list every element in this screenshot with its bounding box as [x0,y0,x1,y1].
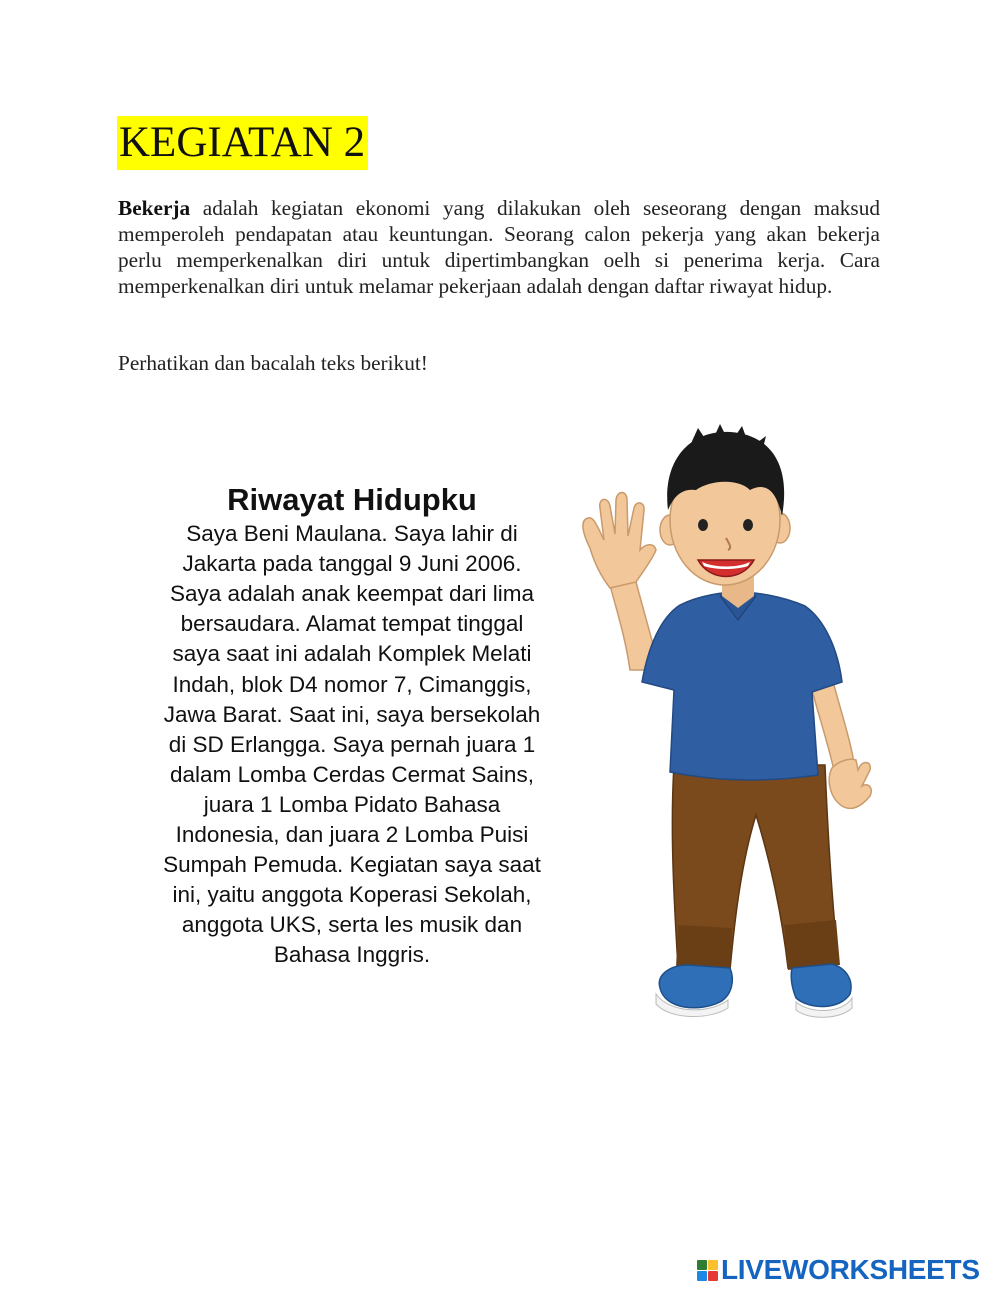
biography-title: Riwayat Hidupku [227,482,477,517]
biography-line: bersaudara. Alamat tempat tinggal [180,611,524,636]
biography-line: Saya Beni Maulana. Saya lahir di [186,521,518,546]
raised-arm [583,493,660,671]
biography-line: ini, yaitu anggota Koperasi Sekolah, [172,882,532,907]
biography-line: Bahasa Inggris. [273,942,431,967]
logo-text: LIVEWORKSHEETS [721,1254,980,1285]
head [660,424,790,585]
reading-instruction: Perhatikan dan bacalah teks berikut! [118,351,428,375]
logo-mark-icon [697,1260,718,1281]
waving-boy-illustration [570,420,890,1025]
biography-line: saya saat ini adalah Komplek Melati [172,641,532,666]
biography-line: Indah, blok D4 nomor 7, Cimanggis, [172,672,532,697]
intro-bold-word: Bekerja [118,196,191,220]
pants [672,765,840,972]
biography-line: Saya adalah anak keempat dari lima [170,581,534,606]
biography-line: Jakarta pada tanggal 9 Juni 2006. [182,551,522,576]
logo-square [697,1271,707,1281]
biography-line: di SD Erlangga. Saya pernah juara 1 [168,732,536,757]
logo-square [697,1260,707,1270]
shirt [642,592,842,780]
biography-line: Indonesia, dan juara 2 Lomba Puisi [175,822,529,847]
intro-paragraph [118,195,880,299]
liveworksheets-logo [697,1253,980,1287]
logo-square [708,1260,718,1270]
biography-line: Sumpah Pemuda. Kegiatan saya saat [163,852,541,877]
biography-line: anggota UKS, serta les musik dan [181,912,523,937]
biography-line: juara 1 Lomba Pidato Bahasa [203,792,501,817]
logo-square [708,1271,718,1281]
biography-line: Jawa Barat. Saat ini, saya bersekolah [163,702,541,727]
shoes [656,964,852,1017]
intro-text: adalah kegiatan ekonomi yang dilakukan oleh seseorang dengan maksud memperoleh pendapatan atau keuntungan. Seorang calon pekerja yang akan bekerja perlu memperkenalkan diri untuk dipertimbangkan oelh si penerima kerja. Cara memperkenalkan diri untuk melamar pekerjaan adalah dengan daftar riwayat hidup. [118,196,880,298]
biography-line: dalam Lomba Cerdas Cermat Sains, [170,762,534,787]
page-title: KEGIATAN 2 [117,116,368,170]
